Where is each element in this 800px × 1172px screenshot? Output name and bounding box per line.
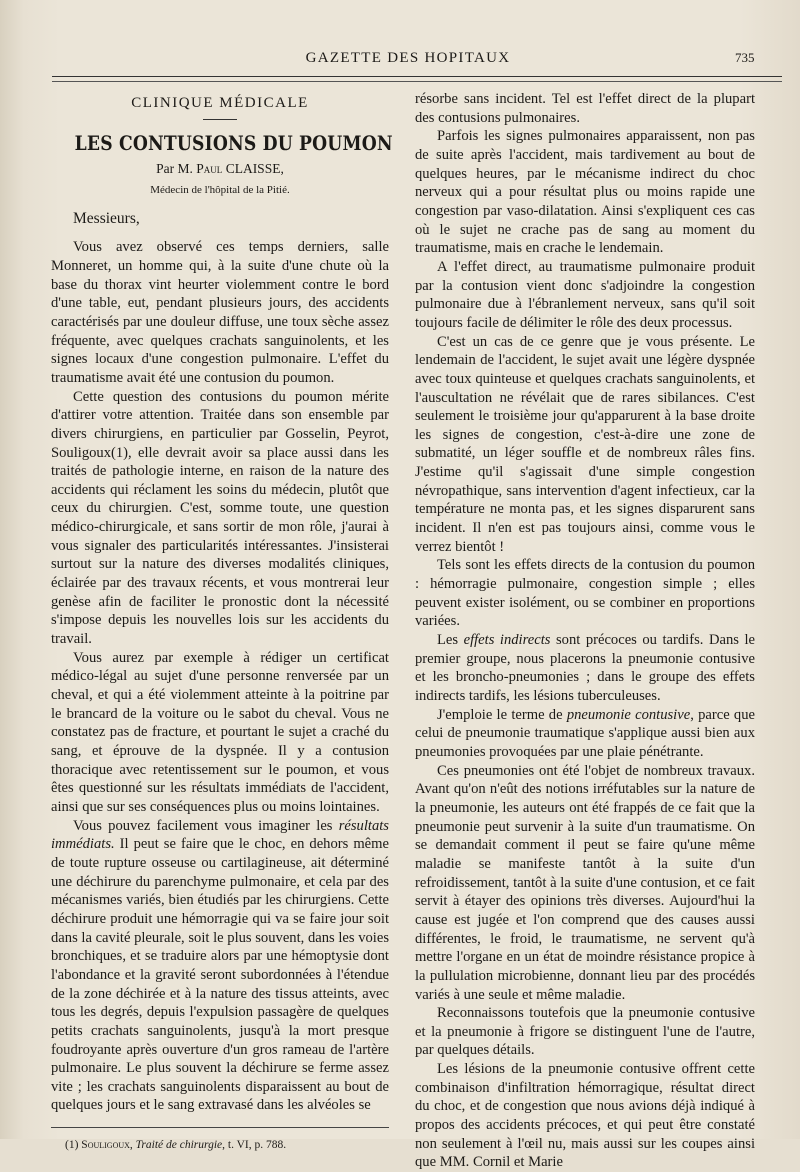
page-number: 735 (735, 50, 755, 65)
footnote-rule (51, 1127, 389, 1128)
paragraph: Cette question des contusions du poumon mérite d'attirer votre attention. Traitée dans son ensemble par divers chirurgiens, en particulier par Gosselin, Peyrot, Souligoux(1), elle devrait avoir sa place aussi dans les traités de pathologie interne, en raison de la nature des accidents qui réclament les soins du médecin, plutôt que ceux du chirurgien. C'est, somme toute, une question médico-chirurgicale, et sans sortir de mon rôle, j'aurai à vous signaler des particularités intéressantes. J'insisterai surtout sur la nature des diverses modalités cliniques, éclairée par des travaux récents, et vous montrerai leur genèse afin de faciliter le pronostic dont la nécessité s'impose depuis les nouvelles lois sur les accidents du travail. (51, 388, 389, 648)
header-rule-thin (52, 81, 782, 82)
author-last-name: CLAISSE, (225, 161, 284, 177)
article-title: LES CONTUSIONS DU POUMON (74, 130, 393, 155)
emphasis: résultats immédiats. (51, 817, 389, 853)
paragraph: Parfois les signes pulmonaires apparaissent, non pas de suite après l'accident, mais tardivement au bout de quelques heures, par le mécanisme indirect du choc nerveux qui a pour résultat plus ou moins rapide une congestion par vaso-dilatation. Ainsi s'expliquent ces cas où le sujet ne crache pas de sang au moment du traumatisme, mais en crache le lendemain. (415, 128, 755, 257)
author-first-name: Paul (196, 161, 223, 177)
emphasis: pneumonie contusive (566, 706, 691, 723)
paragraph: Les effets indirects sont précoces ou tardifs. Dans le premier groupe, nous placerons la pneumonie contusive et les broncho-pneumonies ; dans le groupe des effets indirects tardifs, les lésions tuberculeuses. (415, 632, 755, 704)
paragraph: résorbe sans incident. Tel est l'effet direct de la plupart des contusions pulmonaires. (415, 91, 755, 126)
paragraph: Ces pneumonies ont été l'objet de nombreux travaux. Avant qu'on n'eût des notions irréfutables sur la nature de la pneumonie, les auteurs ont été frappés de ce fait que la pneumonie peut survenir à la suite d'un traumatisme. On se demandait comment il peut se faire qu'une même maladie se manifeste tantôt à la suite d'un refroidissement, tantôt à la suite d'une contusion, et ce fait servit à étayer des opinions très diverses. Aujourd'hui la cause est jugée et l'on comprend que des causes aussi différentes, le froid, le traumatisme, ne servent qu'à mettre l'organe en un état de moindre résistance propice à la pullulation microbienne, donnant lieu par des procédés variés à une seule et même maladie. (415, 762, 755, 1003)
section-heading: CLINIQUE MÉDICALE (131, 95, 309, 111)
salutation: Messieurs, (73, 209, 140, 227)
byline (51, 160, 389, 179)
page-header (0, 50, 800, 72)
paragraph: J'emploie le terme de pneumonie contusive, parce que celui de pneumonie traumatique s'applique aussi bien aux pneumonies provoquées par une plaie pénétrante. (415, 706, 755, 760)
author-prefix: Par M. (156, 161, 193, 177)
paragraph: Tels sont les effets directs de la contusion du poumon : hémorragie pulmonaire, congestion simple ; elles peuvent exister isolément, ou se combiner en proportions variées. (415, 557, 755, 630)
header-rule-thick (52, 76, 782, 77)
paragraph: Vous aurez par exemple à rédiger un certificat médico-légal au sujet d'une personne renversée par un cheval, et qui a été violemment atteinte à la poitrine par le brancard de la voiture ou le sabot du cheval. Vous ne constatez pas de fracture, et pourtant le sujet a craché du sang, et éprouve de la dyspnée. Il y a contusion thoracique avec retentissement sur le poumon, et vous êtes questionné sur les résultats immédiats de l'accident, ainsi que sur ses conséquences plus ou moins lointaines. (51, 649, 389, 815)
paragraph: C'est un cas de ce genre que je vous présente. Le lendemain de l'accident, le sujet avait une légère dyspnée avec toux quinteuse et quelques crachats sanguinolents, et l'auscultation ne révélait que de rares sibilances. C'est seulement le troisième jour qu'apparurent à la base droite les signes de congestion, c'est-à-dire une zone de submatité, un léger souffle et de nombreux râles fins. J'estime qu'il s'agissait d'une simple congestion névropathique, sans intervention d'agent infectieux, car la température ne monta pas, et les signes disparurent sans incident. Il n'en est pas toujours ainsi, comme vous le verrez bientôt ! (415, 333, 755, 555)
author-affiliation: Médecin de l'hôpital de la Pitié. (150, 183, 290, 196)
emphasis: effets indirects (463, 632, 551, 649)
section-divider (203, 119, 237, 120)
paragraph: Vous pouvez facilement vous imaginer les résultats immédiats. Il peut se faire que le choc, en dehors même de toute rupture osseuse ou cartilagineuse, ait déterminé une déchirure du parenchyme pulmonaire, et cela par des mécanismes variés, bien étudiés par les chirurgiens. Cette déchirure produit une hémorragie qui va se faire jour soit dans la cavité pleurale, soit le plus souvent, dans les voies bronchiques, et se traduire alors par une hémoptysie dont l'abondance et la gravité seront subordonnées à l'étendue de la zone déchirée et à la nature des tissus atteints, avec tous les degrés, depuis l'expulsion passagère de quelques petits crachats sanguinolents, jusqu'à la mort presque foudroyante après ouverture d'un gros rameau de l'artère pulmonaire. Le plus souvent la déchirure se ferme assez vite ; les crachats sanguinolents disparaissent au bout de quelques jours et le sang extravasé dans les alvéoles se (51, 817, 390, 1114)
footnote: (1) Souligoux, Traité de chirurgie, t. VI, p. 788. (65, 1139, 287, 1152)
paragraph: Les lésions de la pneumonie contusive offrent cette combinaison d'infiltration hémorragique, résultat direct du choc, et de congestion que nous avions déjà indiqué à propos des accidents précoces, et qui peut être constaté non seulement à l'œil nu, mais aussi sur les coupes ainsi que MM. Cornil et Marie (415, 1061, 755, 1171)
paragraph: Vous avez observé ces temps derniers, salle Monneret, un homme qui, à la suite d'une chute où la base du thorax vint heurter violemment contre le bord d'une table, eut, pendant plusieurs jours, des accidents caractérisés par une douleur diffuse, une toux sèche assez fréquente, avec quelques crachats sanguinolents, et les signes locaux d'une congestion pulmonaire. L'effet du traumatisme avait été une contusion du poumon. (51, 239, 389, 386)
right-column (415, 90, 755, 1172)
paragraph: Reconnaissons toutefois que la pneumonie contusive et la pneumonie à frigore se distinguent l'une de l'autre, par quelques détails. (415, 1005, 755, 1059)
left-column (51, 90, 393, 1155)
paragraph: A l'effet direct, au traumatisme pulmonaire produit par la contusion vient donc s'adjoindre la congestion pulmonaire due à l'ébranlement nerveux, sans qu'il soit toujours facile de délimiter le rôle des deux processus. (415, 258, 755, 331)
running-title: GAZETTE DES HOPITAUX (305, 50, 511, 66)
